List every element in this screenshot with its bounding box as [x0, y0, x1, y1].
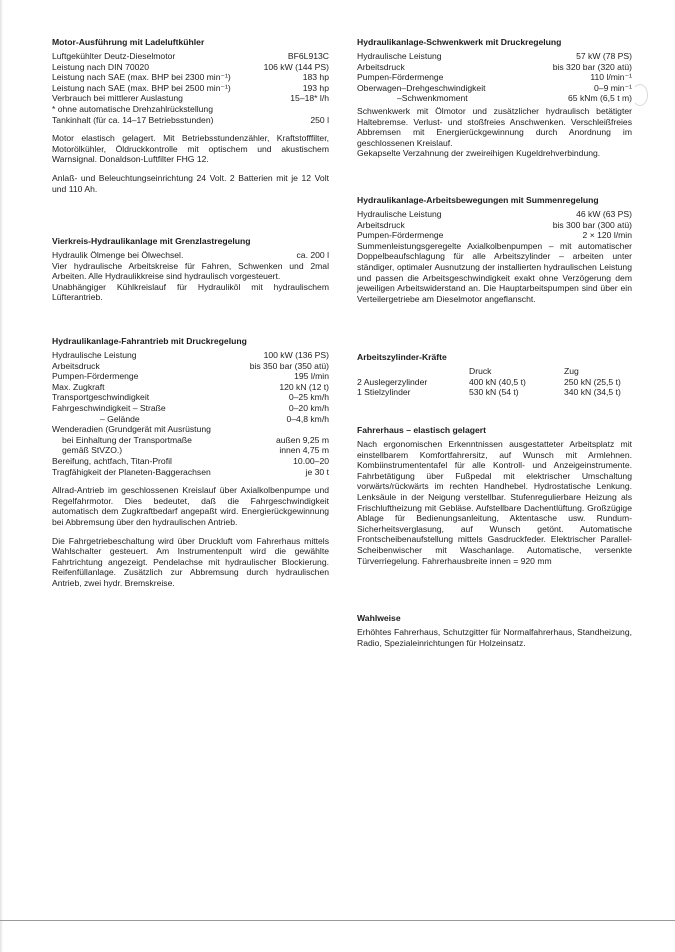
spec-label: Verbrauch bei mittlerer Auslastung: [52, 93, 183, 104]
forces-table: [357, 366, 632, 398]
paragraph: Allrad-Antrieb im geschlossenen Kreislauf über Axialkolbenpumpe und Regelfahrmotor. Dies bedeutet, daß die Fahrgeschwindigkeit automatisch dem Zugkraftbedarf angepaßt wird. Energierückgewinnung bei Abbremsung über den hydraulischen Antrieb.: [52, 485, 329, 527]
section-heading: Arbeitszylinder-Kräfte: [357, 352, 447, 362]
spec-row: [52, 456, 329, 467]
spec-row: [52, 392, 329, 403]
section-swing: [357, 37, 632, 159]
spec-row: [52, 83, 329, 94]
spec-value: 120 kN (12 t): [279, 381, 329, 392]
spec-label: bei Einhaltung der Transportmaße: [62, 434, 192, 445]
spec-value: 106 kW (144 PS): [263, 61, 329, 72]
spec-label: Pumpen-Fördermenge: [357, 72, 444, 83]
spec-value: innen 4,75 m: [279, 445, 329, 456]
force-druck: 400 kN (40,5 t): [469, 376, 526, 387]
spec-value: 65 kNm (6,5 t m): [568, 93, 632, 104]
spec-label: Arbeitsdruck: [357, 219, 405, 230]
section-heading: Fahrerhaus – elastisch gelagert: [357, 425, 486, 435]
section-cab: [357, 425, 632, 566]
column-header-druck: Druck: [469, 366, 492, 376]
spec-label: Tankinhalt (für ca. 14–17 Betriebsstunden): [52, 114, 214, 125]
spec-label: Leistung nach SAE (max. BHP bei 2300 min⁻¹): [52, 72, 231, 83]
spec-row: [357, 83, 632, 94]
spec-row: [52, 382, 329, 393]
spec-label: Hydraulik Ölmenge bei Ölwechsel.: [52, 250, 184, 260]
paragraph: Schwenkwerk mit Ölmotor und zusätzlicher hydraulisch betätigter Haltebremse. Verlust- und stoßfreies Anschwenken. Verschleißfreies Abbremsen mit Energierückgewinnung durch Anordnung im geschlossenen Kreislauf.: [357, 105, 632, 148]
paragraph: Anlaß- und Beleuchtungseinrichtung 24 Volt. 2 Batterien mit je 12 Volt und 110 Ah.: [52, 172, 329, 194]
spec-row: [357, 72, 632, 83]
paragraph: Summenleistungsgeregelte Axialkolbenpumpen – mit automatischer Doppelbeaufschlagung für alle Arbeitszylinder – arbeiten unter ständiger, optimaler Ausnutzung der installierten hydraulischen Leistung und passen die Arbeitsgeschwindigkeit exakt ohne Verzögerung dem jeweiligen Arbeitswiderstand an. Die Hauptarbeitspumpen sind über ein Verteilergetriebe am Dieselmotor angeflanscht.: [357, 240, 632, 304]
spec-table: [357, 51, 632, 104]
spec-row: [357, 62, 632, 73]
spec-label: Luftgekühlter Deutz-Dieselmotor: [52, 51, 176, 61]
spec-label: –Schwenkmoment: [397, 93, 468, 104]
section-heading: Hydraulikanlage-Fahrantrieb mit Druckregelung: [52, 336, 247, 346]
spec-label: Bereifung, achtfach, Titan-Profil: [52, 455, 172, 466]
spec-row: [357, 209, 632, 220]
spec-row: [52, 93, 329, 104]
spec-row: [52, 250, 329, 261]
spec-label: Pumpen-Fördermenge: [52, 371, 139, 382]
paragraph: Nach ergonomischen Erkenntnissen ausgestatteter Arbeitsplatz mit einstellbarem Komfortfahrersitz, auf Wunsch mit Armlehnen. Kombiinstrumententafel für alle Kontroll- und Anzeigeinstrumente. Fahrbetätigung über Fußpedal mit elektrischer Umschaltung vorwärts/rückwärts im rechten Handhebel. Hydrostatische Lenkung. Lenksäule in der Neigung verstellbar. Stufenregulierbare Heizung als Frischluftheizung mit Gebläse. Aufstellbare Dachentlüftung. Großzügige Ablage für Bedienungsanleitung, Aktentasche usw. Rundum-Sicherheitsverglasung, auf Wunsch getönt. Automatische Frontscheibenaufstellung mittels Gasdruckfeder. Elektrischer Parallel-Scheibenwischer mit Waschanlage. Automatische, versenkte Türverriegelung. Fahrerhausbreite innen = 920 mm: [357, 439, 632, 566]
spec-value: 0–20 km/h: [288, 402, 329, 413]
spec-label: gemäß StVZO.): [62, 445, 123, 456]
spec-value: 195 l/min: [294, 371, 329, 382]
spec-value: 2 × 120 l/min: [582, 230, 632, 241]
spec-value: ca. 200 l: [296, 250, 329, 260]
spec-value: 110 l/min⁻¹: [590, 72, 632, 83]
spec-row: [357, 230, 632, 241]
spec-row: [52, 361, 329, 372]
spec-label: Hydraulische Leistung: [357, 51, 442, 61]
force-druck: 530 kN (54 t): [469, 387, 519, 398]
spec-row: [52, 62, 329, 73]
spec-row: [357, 93, 632, 104]
spec-label: Wenderadien (Grundgerät mit Ausrüstung: [52, 424, 211, 435]
spec-row: [52, 403, 329, 414]
spec-row: [357, 220, 632, 231]
spec-table: [52, 51, 329, 125]
spec-label: Leistung nach DIN 70020: [52, 61, 149, 72]
spec-row: [357, 51, 632, 62]
force-zug: 250 kN (25,5 t): [564, 376, 621, 387]
spec-value: bis 320 bar (320 atü): [552, 61, 632, 72]
paragraph: Vier hydraulische Arbeitskreise für Fahren, Schwenken und 2mal Arbeiten. Alle Hydraulikkreise sind hydraulisch vorgesteuert.: [52, 260, 329, 282]
spec-label: Pumpen-Fördermenge: [357, 230, 444, 241]
spec-row: [52, 424, 329, 435]
spec-row: [52, 51, 329, 62]
spec-label: Oberwagen–Drehgeschwindigkeit: [357, 82, 486, 93]
spec-value: 15–18* l/h: [290, 93, 329, 104]
edge-mark: [632, 84, 648, 106]
spec-value: 183 hp: [302, 72, 329, 83]
force-zug: 340 kN (34,5 t): [564, 387, 621, 398]
spec-value: 0–4,8 km/h: [286, 413, 329, 424]
paragraph: Motor elastisch gelagert. Mit Betriebsstundenzähler, Kraftstofffilter, Motorölkühler, Öldruckkontrolle mit optischem und akustischem Warnsignal. Donaldson-Luftfilter FHG 12.: [52, 133, 329, 165]
spec-value: bis 350 bar (350 atü): [249, 360, 329, 371]
spec-label: Transportgeschwindigkeit: [52, 392, 150, 403]
section-engine: [52, 37, 329, 194]
section-heading: Hydraulikanlage-Arbeitsbewegungen mit Summenregelung: [357, 195, 599, 205]
spec-row: [52, 467, 329, 478]
spec-value: 10.00–20: [293, 455, 329, 466]
spec-row: [52, 72, 329, 83]
section-heading: Vierkreis-Hydraulikanlage mit Grenzlastregelung: [52, 236, 251, 246]
section-work: [357, 195, 632, 304]
spec-row: [52, 350, 329, 361]
spec-table: [357, 209, 632, 241]
section-heading: Motor-Ausführung mit Ladeluftkühler: [52, 37, 205, 47]
spec-value: je 30 t: [305, 466, 329, 477]
section-drive: [52, 336, 329, 588]
spec-label: Leistung nach SAE (max. BHP bei 2500 min⁻¹): [52, 82, 231, 93]
page-shadow-edge: [0, 0, 3, 952]
section-forces: [357, 352, 632, 398]
spec-value: 0–9 min⁻¹: [594, 82, 632, 93]
spec-row: [52, 435, 329, 446]
spec-row: [52, 414, 329, 425]
section-heading: Wahlweise: [357, 613, 401, 623]
spec-value: bis 300 bar (300 atü): [552, 219, 632, 230]
paragraph: Die Fahrgetriebeschaltung wird über Druckluft vom Fahrerhaus mittels Wahlschalter gesteuert. Am Instrumentenpult wird die gewählte Fahrtrichtung angezeigt. Pendelachse mit hydraulischer Blockierung. Reifenfüllanlage. Zusätzlich zur Abbremsung durch hydraulischen Antrieb, zwei hydr. Bremskreise.: [52, 535, 329, 588]
spec-label: Fahrgeschwindigkeit – Straße: [52, 402, 166, 413]
spec-value: BF6L913C: [287, 51, 329, 61]
spec-row: [52, 371, 329, 382]
paragraph: Gekapselte Verzahnung der zweireihigen Kugeldrehverbindung.: [357, 148, 601, 159]
spec-label: Tragfähigkeit der Planeten-Baggerachsen: [52, 466, 211, 477]
section-heading: Hydraulikanlage-Schwenkwerk mit Druckregelung: [357, 37, 562, 47]
cylinder-label: 1 Stielzylinder: [357, 387, 411, 398]
spec-row: [52, 104, 329, 115]
spec-value: außen 9,25 m: [275, 434, 329, 445]
spec-value: 57 kW (78 PS): [576, 51, 632, 61]
spec-label: Max. Zugkraft: [52, 381, 105, 392]
spec-value: 0–25 km/h: [288, 392, 329, 403]
spec-value: 250 l: [310, 114, 329, 125]
spec-table: [52, 350, 329, 477]
footer-rule: [0, 920, 675, 921]
section-hydraulic: [52, 236, 329, 303]
spec-label: Hydraulische Leistung: [52, 350, 137, 360]
spec-label: Arbeitsdruck: [52, 360, 100, 371]
spec-label: – Gelände: [100, 413, 140, 424]
spec-value: 46 kW (63 PS): [576, 209, 632, 219]
spec-row: [52, 445, 329, 456]
paragraph: Unabhängiger Kühlkreislauf für Hydrauliköl mit hydraulischem Lüfterantrieb.: [52, 281, 329, 303]
spec-label: * ohne automatische Drehzahlrückstellung: [52, 103, 213, 114]
column-header-zug: Zug: [564, 366, 579, 376]
spec-value: 193 hp: [302, 82, 329, 93]
spec-label: Arbeitsdruck: [357, 61, 405, 72]
spec-label: Hydraulische Leistung: [357, 209, 442, 219]
section-options: [357, 613, 632, 648]
cylinder-label: 2 Auslegerzylinder: [357, 376, 428, 387]
spec-value: 100 kW (136 PS): [263, 350, 329, 360]
paragraph: Erhöhtes Fahrerhaus, Schutzgitter für Normalfahrerhaus, Standheizung, Radio, Spezialeinrichtungen für Holzeinsatz.: [357, 627, 632, 648]
spec-row: [52, 115, 329, 126]
